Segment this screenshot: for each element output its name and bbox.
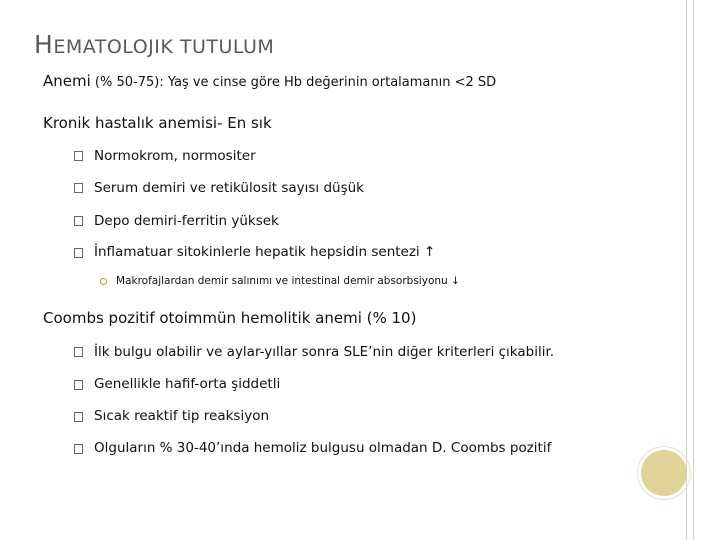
bullet-box-icon xyxy=(74,444,83,454)
list-item: İnflamatuar sitokinlerle hepatik hepsidin sentezi ↑ xyxy=(94,244,436,260)
bullet-box-icon xyxy=(74,412,83,422)
vertical-rule-right xyxy=(693,0,694,540)
bullet-box-icon xyxy=(74,347,83,357)
list-item: Olguların % 30-40’ında hemoliz bulgusu olmadan D. Coombs pozitif xyxy=(94,440,552,456)
bullet-box-icon xyxy=(74,380,83,390)
list-item: İlk bulgu olabilir ve aylar-yıllar sonra SLE’nin diğer kriterleri çıkabilir. xyxy=(94,344,555,360)
list-item: Genellikle hafif-orta şiddetli xyxy=(94,376,281,392)
sub-bullet-circle-icon xyxy=(100,278,107,285)
list-item: Normokrom, normositer xyxy=(94,148,256,164)
bullet-box-icon xyxy=(74,216,83,226)
chronic-heading-rest: En sık xyxy=(222,114,272,132)
chronic-disease-heading xyxy=(43,114,272,132)
sub-list-item: Makrofajlardan demir salınımı ve intestinal demir absorbsiyonu ↓ xyxy=(116,275,460,287)
coombs-heading-rest: (% 10) xyxy=(361,309,417,327)
coombs-heading xyxy=(43,309,416,327)
list-item: Sıcak reaktif tip reaksiyon xyxy=(94,408,270,424)
title-rest: EMATOLOJIK TUTULUM xyxy=(53,36,275,58)
coombs-heading-bold: Coombs pozitif otoimmün hemolitik anemi xyxy=(43,309,362,327)
title-first-letter: H xyxy=(34,30,54,59)
anemia-heading-bold: Anemi xyxy=(43,72,91,90)
bullet-box-icon xyxy=(74,183,83,193)
slide-title xyxy=(34,30,274,59)
anemia-heading xyxy=(43,72,496,90)
decorative-circle xyxy=(641,450,687,496)
anemia-heading-rest: (% 50-75): Yaş ve cinse göre Hb değerinin ortalamanın <2 SD xyxy=(90,75,497,90)
list-item: Depo demiri-ferritin yüksek xyxy=(94,213,279,229)
list-item: Serum demiri ve retikülosit sayısı düşük xyxy=(94,180,364,196)
chronic-heading-bold: Kronik hastalık anemisi- xyxy=(43,114,223,132)
bullet-box-icon xyxy=(74,248,83,258)
bullet-box-icon xyxy=(74,151,83,161)
